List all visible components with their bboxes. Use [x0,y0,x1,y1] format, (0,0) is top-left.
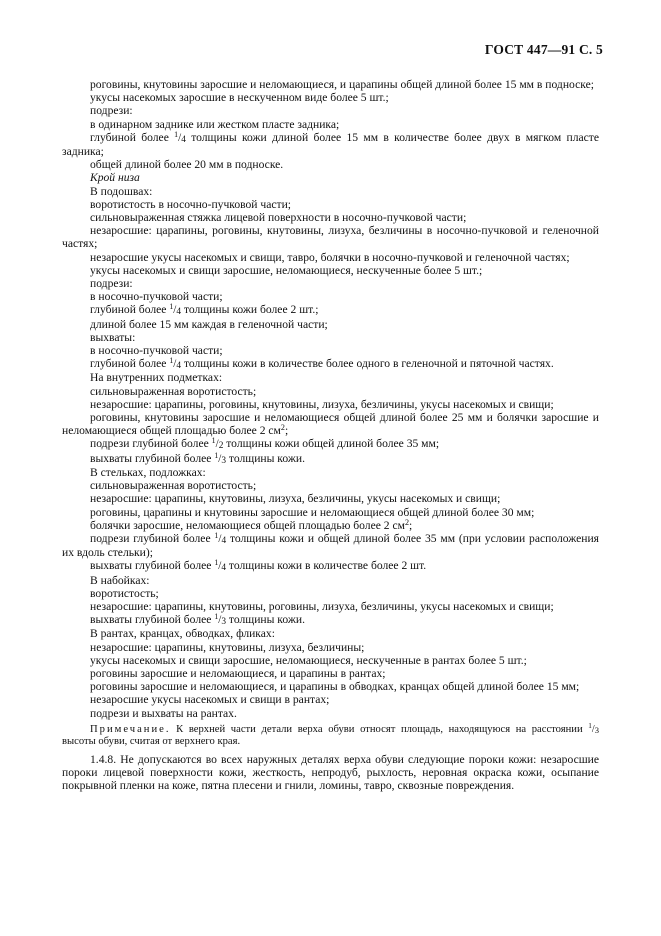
text-line [62,559,599,573]
text-line: общей длиной более 20 мм в подноске. [90,158,284,172]
text-segment: подрези глубиной более [90,531,215,545]
section-paragraph-1-4-8: 1.4.8. Не допускаются во всех наружных деталях верха обуви следующие пороки кожи: незаросшие пороки лицевой поверхности кожи, жесткость, непродуб, рыхлость, неровная окраска кожи, осыпание покрывной пленки на коже, пятна плесени и гнили, ломины, тавро, сквозные повреждения. [62,752,599,793]
fraction-numerator: 1 [214,612,219,622]
text-line [62,532,599,559]
text-line [62,171,599,184]
fraction-denominator: 3 [221,455,227,466]
fraction [169,304,181,316]
fraction [214,560,226,572]
fraction-slash: / [218,560,222,573]
text-segment: толщины кожи более 2 шт.; [181,303,319,317]
fraction-denominator: 3 [221,617,227,628]
document-body [62,78,599,793]
note-label: Примечание. [90,723,171,735]
fraction-slash: / [173,358,177,371]
text-line [62,357,599,371]
text-segment: толщины кожи длиной более 15 мм в количестве более двух в мягком пласте задника; [62,130,599,159]
text-line [62,411,599,437]
text-line: На внутренних подметках: [90,371,223,385]
section-heading: Крой низа [90,171,140,185]
text-segment: толщины кожи общей длиной более 35 мм; [223,437,440,451]
text-line: выхваты: [90,330,136,344]
text-line: в носочно-пучковой части; [90,344,223,358]
text-line: воротистость; [90,586,159,600]
text-segment: выхваты глубиной более [90,613,215,627]
fraction-numerator: 1 [169,356,174,366]
fraction-numerator: 1 [169,302,174,312]
fraction [212,438,224,450]
text-segment: глубиной более [90,130,175,144]
text-segment: роговины, кнутовины заросшие и неломающиеся общей длиной более 25 мм и болячки заросшие и неломающиеся общей площадью более 2 см [62,411,599,438]
text-segment: подрези глубиной более [90,437,212,451]
fraction-slash: / [218,532,222,545]
text-line: незаросшие: царапины, роговины, кнутовины, лизуха, безличины в носочно-пучковой и геленочной частях; [62,224,599,251]
text-line: подрези: [90,104,133,118]
text-line: роговины, царапины и кнутовины заросшие и неломающиеся общей длиной более 30 мм; [90,505,535,519]
note-paragraph [62,721,599,749]
fraction-denominator: 4 [176,361,182,372]
text-segment: глубиной более [90,357,170,371]
text-segment: толщины кожи и общей длиной более 35 мм (при условии расположения их вдоль стельки); [62,531,599,560]
fraction-numerator: 1 [214,450,219,460]
text-line: роговины заросшие и неломающиеся, и царапины в обводках, кранцах общей длиной более 15 мм; [90,680,580,694]
text-line: В рантах, кранцах, обводках, фликах: [90,627,275,641]
text-line: укусы насекомых заросшие в нескученном виде более 5 шт.; [90,91,389,105]
text-segment: выхваты глубиной более [90,559,215,573]
fraction-numerator: 1 [174,129,179,139]
fraction-slash: / [218,452,222,465]
fraction-numerator: 1 [588,721,592,730]
text-segment: ; [284,424,289,438]
fraction-numerator: 1 [214,558,219,568]
fraction [169,358,181,370]
fraction-denominator: 4 [221,535,227,546]
text-segment: глубиной более [90,303,170,317]
text-line: незаросшие: царапины, роговины, кнутовины, лизуха, безличины, укусы насекомых и свищи; [90,397,554,411]
fraction-numerator: 1 [211,436,216,446]
text-segment: ; [409,518,413,532]
text-line: укусы насекомых и свищи заросшие, неломающиеся, нескученные в рантах более 5 шт.; [90,653,527,667]
fraction-slash: / [218,614,222,627]
fraction-denominator: 2 [218,441,224,452]
text-line: подрези: [90,277,133,291]
text-line: длиной более 15 мм каждая в геленочной части; [90,317,328,331]
text-line: воротистость в носочно-пучковой части; [90,197,292,211]
fraction-denominator: 4 [221,563,227,574]
text-line: в носочно-пучковой части; [90,290,223,304]
text-segment: болячки заросшие, неломающиеся общей площадью более 2 см [90,518,405,532]
text-line: незаросшие: царапины, кнутовины, лизуха, безличины, укусы насекомых и свищи; [90,492,501,506]
text-line: роговины заросшие и неломающиеся, и царапины в рантах; [90,666,386,680]
text-line: сильновыраженная стяжка лицевой поверхности в носочно-пучковой части; [90,211,467,225]
fraction-slash: / [173,304,177,317]
text-segment: выхваты глубиной более [90,451,215,465]
text-segment: толщины кожи в количестве более одного в геленочной и пяточной частях. [181,357,554,371]
text-segment: толщины кожи в количестве более 2 шт. [226,559,427,573]
fraction [214,530,227,546]
text-line: незаросшие укусы насекомых и свищи в рантах; [90,693,330,707]
text-line [62,519,599,532]
text-line [62,613,599,627]
superscript: 2 [280,423,285,433]
text-line [62,303,599,317]
text-segment: толщины кожи. [226,451,305,465]
text-line: в одинарном заднике или жестком пласте задника; [90,117,340,131]
text-line [62,131,599,158]
text-line [62,452,599,466]
superscript: 2 [404,517,410,527]
fraction [214,614,226,626]
text-segment: высоты обуви, считая от верхнего края. [62,736,241,748]
fraction-slash: / [591,723,595,735]
text-line: В подошвах: [90,184,153,198]
fraction-numerator: 1 [214,530,219,540]
text-line: роговины, кнутовины заросшие и неломающиеся, и царапины общей длиной более 15 мм в подноске; [90,78,594,91]
text-segment: толщины кожи. [226,613,305,627]
text-segment: К верхней части детали верха обуви относят площадь, находящуюся на расстоянии [170,723,589,735]
fraction [214,450,227,466]
fraction-slash: / [178,131,182,144]
text-line: укусы насекомых и свищи заросшие, неломающиеся, нескученные более 5 шт.; [90,263,483,277]
page-header: ГОСТ 447—91 С. 5 [484,42,603,57]
fraction-slash: / [215,438,219,451]
text-line: сильновыраженная воротистость; [90,384,257,398]
text-line: незаросшие укусы насекомых и свищи, тавро, болячки в носочно-пучковой и геленочной частях; [90,250,570,264]
fraction-denominator: 4 [176,307,182,318]
text-line [62,437,599,451]
text-line: В набойках: [90,573,150,587]
text-line: незаросшие: царапины, кнутовины, роговины, лизуха, безличины, укусы насекомых и свищи; [90,599,554,613]
fraction [588,721,599,735]
fraction-denominator: 4 [181,134,186,145]
text-line: незаросшие: царапины, кнутовины, лизуха, безличины; [90,640,365,654]
text-line: В стельках, подложках: [90,465,206,479]
text-line: подрези и выхваты на рантах. [90,706,237,720]
fraction-denominator: 3 [594,724,599,735]
fraction [174,129,186,145]
text-line: сильновыраженная воротистость; [90,479,257,493]
